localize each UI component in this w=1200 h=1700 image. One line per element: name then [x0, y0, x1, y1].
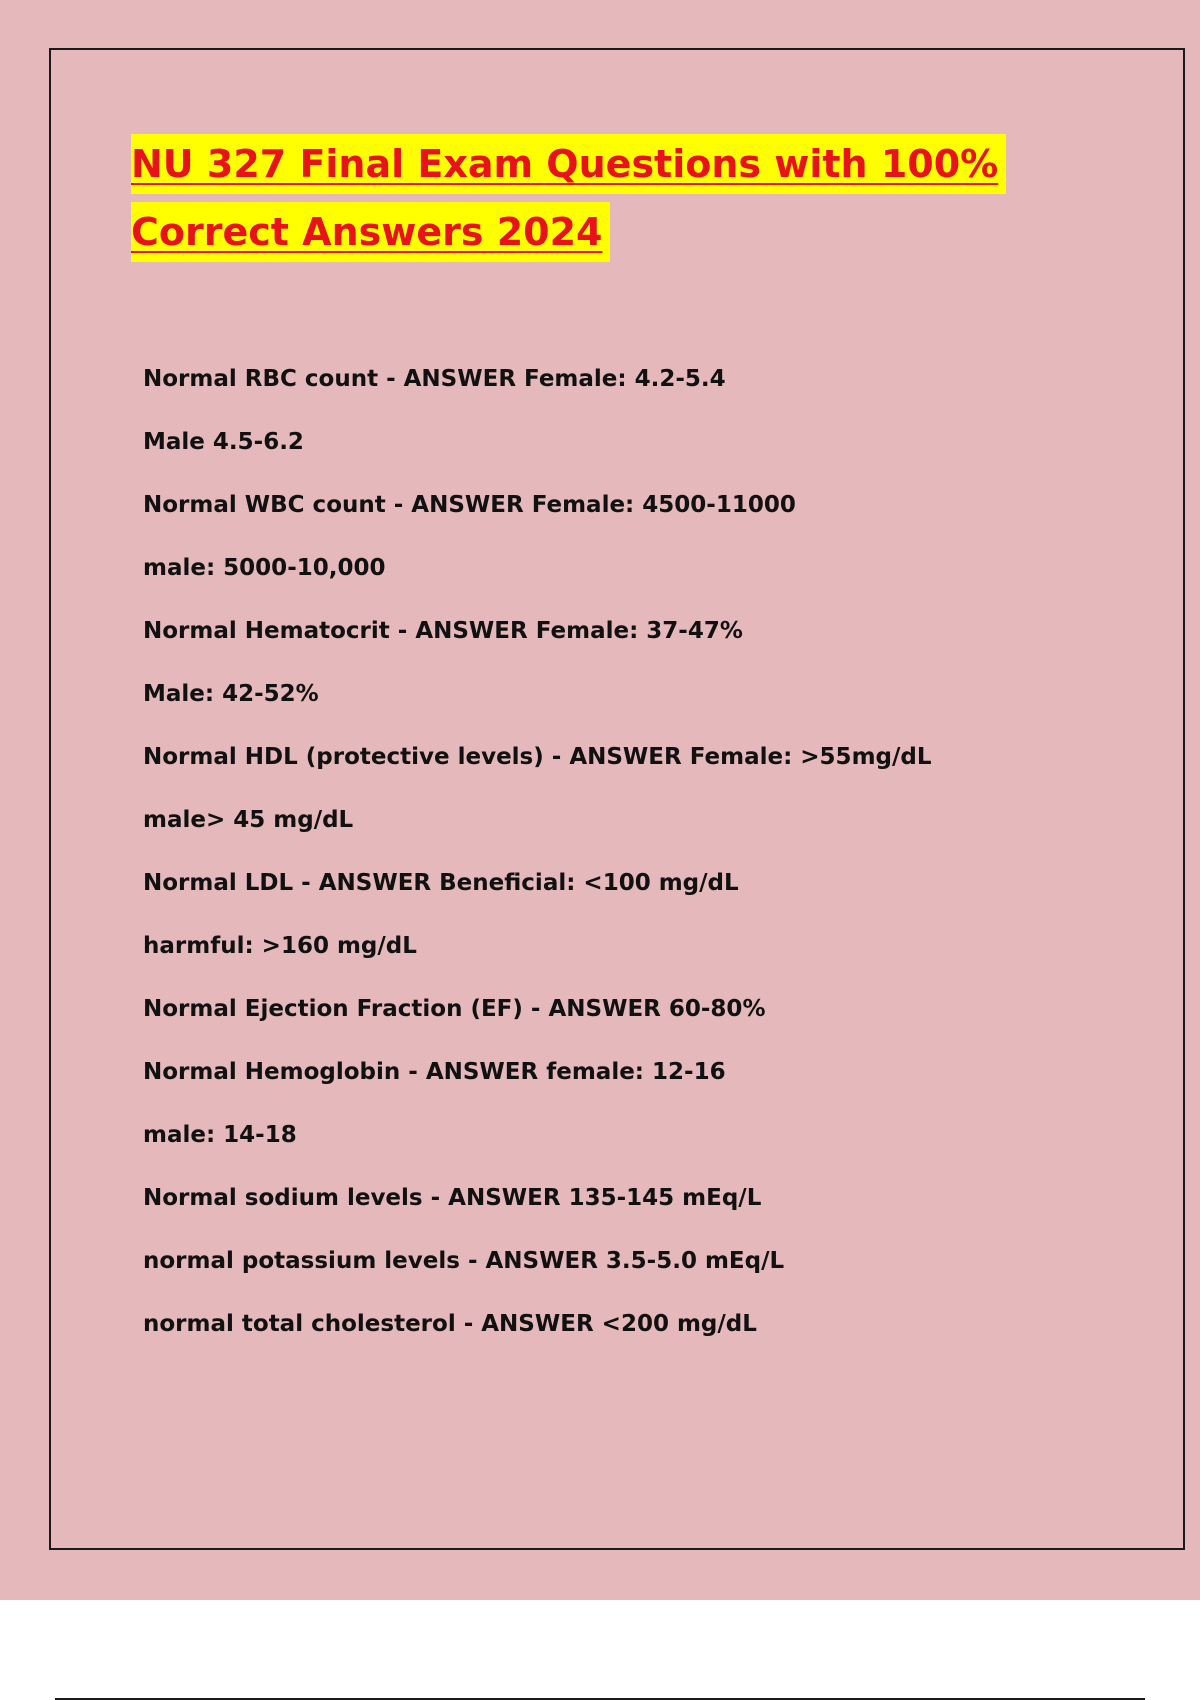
qa-line-sodium: Normal sodium levels - ANSWER 135-145 mEq/L [143, 1185, 762, 1211]
qa-line-hematocrit-female: Normal Hematocrit - ANSWER Female: 37-47% [143, 618, 743, 644]
qa-line-hdl-female: Normal HDL (protective levels) - ANSWER Female: >55mg/dL [143, 744, 932, 770]
qa-line-rbc-male: Male 4.5-6.2 [143, 429, 304, 455]
qa-line-cholesterol: normal total cholesterol - ANSWER <200 mg/dL [143, 1311, 757, 1337]
qa-line-hdl-male: male> 45 mg/dL [143, 807, 354, 833]
qa-line-ldl-beneficial: Normal LDL - ANSWER Beneficial: <100 mg/dL [143, 870, 739, 896]
qa-line-rbc-female: Normal RBC count - ANSWER Female: 4.2-5.4 [143, 366, 726, 392]
qa-line-ejection-fraction: Normal Ejection Fraction (EF) - ANSWER 60-80% [143, 996, 766, 1022]
qa-list [143, 358, 1143, 1366]
title-line-1: NU 327 Final Exam Questions with 100% [131, 134, 1006, 194]
qa-line-wbc-male: male: 5000-10,000 [143, 555, 386, 581]
qa-line-potassium: normal potassium levels - ANSWER 3.5-5.0 mEq/L [143, 1248, 785, 1274]
qa-line-hemoglobin-male: male: 14-18 [143, 1122, 297, 1148]
qa-line-hemoglobin-female: Normal Hemoglobin - ANSWER female: 12-16 [143, 1059, 726, 1085]
qa-line-wbc-female: Normal WBC count - ANSWER Female: 4500-11000 [143, 492, 796, 518]
document-title [131, 134, 1031, 270]
qa-line-ldl-harmful: harmful: >160 mg/dL [143, 933, 417, 959]
qa-line-hematocrit-male: Male: 42-52% [143, 681, 319, 707]
title-line-2: Correct Answers 2024 [131, 202, 610, 262]
